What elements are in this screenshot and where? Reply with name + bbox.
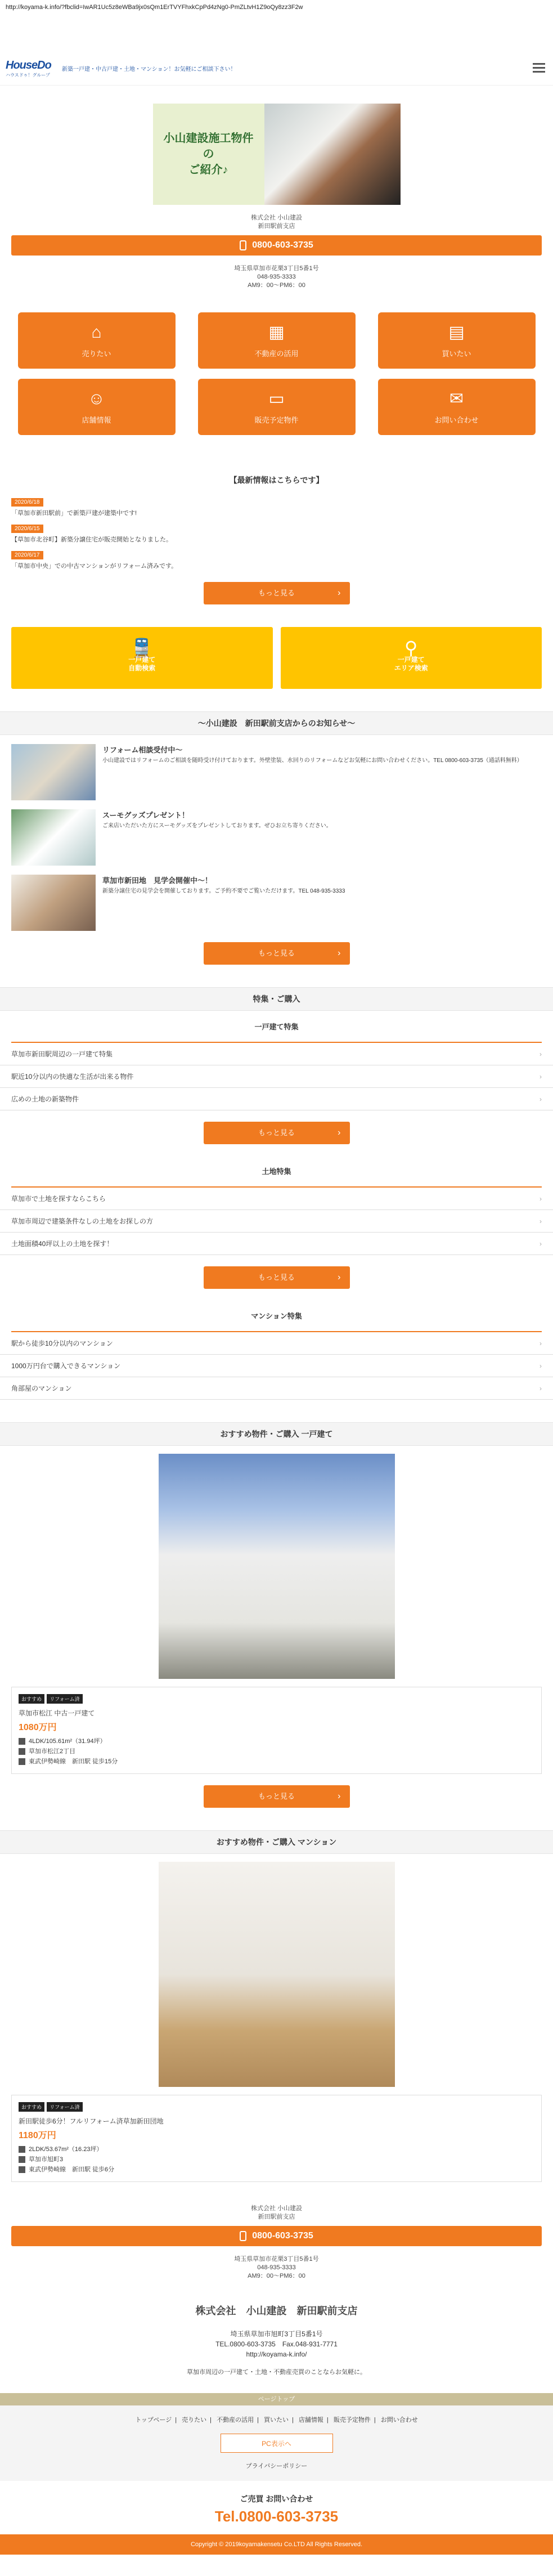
news-more-button[interactable]: もっと見る ›	[204, 582, 350, 604]
feature-link[interactable]: 駅から徒歩10分以内のマンション ›	[0, 1332, 553, 1355]
news-item[interactable]	[11, 550, 542, 571]
company-url[interactable]: http://koyama-k.info/	[246, 2350, 307, 2358]
store-info-bottom	[0, 2205, 553, 2221]
building-icon: ▦	[268, 323, 285, 342]
document-icon: ▤	[448, 323, 465, 342]
site-header	[0, 52, 553, 86]
contact-label: ご売買 お問い合わせ	[240, 2494, 313, 2503]
post-thumbnail	[11, 809, 96, 866]
feature-link[interactable]: 1000万円台で購入できるマンション ›	[0, 1355, 553, 1377]
news-date: 2020/6/17	[11, 551, 43, 559]
mail-icon: ✉	[449, 389, 464, 408]
header-tagline: 新築一戸建・中古戸建・土地・マンション！お気軽にご相談下さい！	[62, 66, 236, 73]
feature-link[interactable]: 草加市で土地を探すならこちら ›	[0, 1188, 553, 1210]
property-price: 1080万円	[19, 1723, 57, 1732]
post-thumbnail	[11, 744, 96, 800]
post-body: 小山建設ではリフォームのご相談を随時受け付けております。外壁塗装、水回りのリフォームなどお気軽にお問い合わせください。TEL 0800-603-3735（通話料無料）	[102, 758, 523, 764]
hero-banner[interactable]	[153, 104, 401, 205]
store-address: 埼玉県草加市花栗3丁目5番1号	[234, 265, 319, 272]
osusume-mansion-title: おすすめ物件・ご購入 マンション	[0, 1830, 553, 1854]
property-layout: 4LDK/105.61m²（31.94坪）	[29, 1738, 106, 1745]
hero-title: 小山建設施工物件の ご紹介♪	[153, 104, 264, 205]
footer-nav: トップページ | 売りたい | 不動産の活用 | 買いたい | 店舗情報 | 販売予定物件 | お問い合わせ PC表示へ プライバシーポリシー	[0, 2405, 553, 2481]
privacy-policy-link[interactable]: プライバシーポリシー	[245, 2463, 308, 2470]
property-price: 1180万円	[19, 2131, 56, 2140]
footer-link[interactable]: 販売予定物件	[333, 2417, 371, 2423]
menu-contact[interactable]: ✉ お問い合わせ	[378, 379, 536, 435]
property-name: 新田駅徒歩6分！フルリフォーム済草加新田団地	[19, 2117, 164, 2125]
news-text: 【草加市北谷町】新築分譲住宅が販売開始となりました。	[11, 536, 172, 543]
store-info-line1: 株式会社 小山建設	[250, 2205, 303, 2212]
news-title: 【最新情報はこちらです】	[229, 476, 324, 485]
main-menu	[0, 312, 553, 435]
pagetop-button[interactable]: ページトップ	[0, 2393, 553, 2405]
post-title: スーモグッズプレゼント！	[102, 811, 190, 819]
menu-buy[interactable]: ▤ 買いたい	[378, 312, 536, 369]
location-icon	[19, 2156, 25, 2163]
monitor-icon: ▭	[268, 389, 285, 408]
people-icon: ☺	[88, 389, 105, 408]
store-info-2	[0, 265, 553, 290]
news-list	[11, 497, 542, 571]
store-address: 埼玉県草加市花栗3丁目5番1号	[234, 2256, 319, 2263]
store-phone: 048-935-3333	[257, 274, 296, 280]
menu-sell[interactable]: ⌂ 売りたい	[18, 312, 176, 369]
company-note: 草加市周辺の一戸建て・土地・不動産売買のことならお気軽に。	[187, 2369, 366, 2376]
search-buttons	[11, 627, 542, 689]
layout-icon	[19, 1738, 25, 1745]
tel-number: 0800-603-3735	[252, 2231, 313, 2241]
train-icon	[19, 2166, 25, 2173]
auto-search-button[interactable]: 🚆 一戸建て 自動検索	[11, 627, 273, 689]
post-thumbnail	[11, 875, 96, 931]
property-layout: 2LDK/53.67m²（16.23坪）	[29, 2146, 103, 2153]
store-info-bottom-2	[0, 2255, 553, 2281]
property-access: 東武伊勢崎線 新田駅 徒歩15分	[29, 1758, 118, 1765]
feature-link[interactable]: 草加市周辺で建築条件なしの土地をお探しの方 ›	[0, 1210, 553, 1233]
phone-icon	[240, 2231, 246, 2241]
store-info-line2: 新田駅前支店	[258, 223, 295, 230]
news-item[interactable]	[11, 523, 542, 544]
mansion-feature-list	[0, 1332, 553, 1400]
company-block	[0, 2303, 553, 2376]
news-date: 2020/6/18	[11, 498, 43, 507]
train-icon	[19, 1758, 25, 1765]
footer-link[interactable]: 売りたい	[182, 2417, 207, 2423]
store-hours: AM9：00〜PM6：00	[248, 282, 305, 289]
copyright: Copyright © 2019koyamakensetu Co.LTD All Rights Reserved.	[0, 2534, 553, 2555]
tag: リフォーム済	[47, 1694, 83, 1704]
store-hours: AM9：00〜PM6：00	[248, 2273, 305, 2279]
location-icon	[19, 1748, 25, 1755]
feature-link[interactable]: 土地面積40坪以上の土地を探す！ ›	[0, 1233, 553, 1255]
logo-sub: ハウスドゥ！グループ	[6, 72, 50, 78]
land-feature-title: 土地特集	[11, 1155, 542, 1188]
post-body: 新築分譲住宅の見学会を開催しております。ご予約不要でご覧いただけます。TEL 048-935-3333	[102, 888, 345, 894]
house-icon: ⌂	[91, 322, 102, 342]
store-info-line1: 株式会社 小山建設	[250, 214, 303, 221]
phone-icon	[240, 240, 246, 250]
pc-view-button[interactable]: PC表示へ	[221, 2434, 333, 2453]
property-access: 東武伊勢崎線 新田駅 徒歩6分	[29, 2166, 115, 2173]
store-phone: 048-935-3333	[257, 2264, 296, 2271]
feature-link[interactable]: 広めの土地の新築物件 ›	[0, 1088, 553, 1110]
property-photo[interactable]	[159, 1862, 395, 2087]
feature-link[interactable]: 角部屋のマンション ›	[0, 1377, 553, 1400]
property-photo[interactable]	[159, 1454, 395, 1679]
tel-button-bottom[interactable]	[11, 2226, 542, 2246]
feature-link[interactable]: 草加市新田駅周辺の一戸建て特集 ›	[0, 1043, 553, 1065]
company-address: 埼玉県草加市旭町3丁目5番1号	[230, 2330, 323, 2338]
hero-photo	[264, 104, 401, 205]
menu-utilize[interactable]: ▦ 不動産の活用	[198, 312, 356, 369]
footer-link[interactable]: 不動産の活用	[217, 2417, 254, 2423]
train-icon: 🚆	[131, 637, 154, 658]
property-card[interactable]	[11, 1687, 542, 1774]
menu-store[interactable]: ☺ 店舗情報	[18, 379, 176, 435]
news-text: 「草加市中央」での中古マンションがリフォーム済みです。	[11, 563, 178, 570]
blog-more-button[interactable]: もっと見る ›	[204, 942, 350, 965]
tag: おすすめ	[19, 2102, 44, 2112]
news-date: 2020/6/15	[11, 525, 43, 533]
house-more-button[interactable]: もっと見る ›	[204, 1122, 350, 1144]
area-search-button[interactable]: ⚲ 一戸建て エリア検索	[281, 627, 542, 689]
post-body: ご来店いただいた方にスーモグッズをプレゼントしております。ぜひお立ち寄りください。	[102, 823, 332, 829]
footer-link[interactable]: 買いたい	[264, 2417, 289, 2423]
logo[interactable]	[6, 59, 56, 78]
menu-upcoming[interactable]: ▭ 販売予定物件	[198, 379, 356, 435]
map-pin-icon: ⚲	[404, 637, 418, 658]
blog-post[interactable]	[11, 809, 542, 866]
tag: おすすめ	[19, 1694, 44, 1704]
tel-number: 0800-603-3735	[252, 240, 313, 250]
land-more-button[interactable]: もっと見る ›	[204, 1266, 350, 1289]
layout-icon	[19, 2146, 25, 2153]
blog-title: 〜小山建設 新田駅前支店からのお知らせ〜	[0, 711, 553, 735]
footer-link[interactable]: トップページ	[135, 2417, 172, 2423]
land-feature-list	[0, 1188, 553, 1255]
store-info-line2: 新田駅前支店	[258, 2214, 295, 2220]
blog-post[interactable]	[11, 744, 542, 800]
house-prop-more-button[interactable]: もっと見る ›	[204, 1785, 350, 1808]
house-feature-title: 一戸建て特集	[11, 1011, 542, 1043]
mansion-feature-title: マンション特集	[11, 1300, 542, 1332]
footer-link[interactable]: 店舗情報	[298, 2417, 323, 2423]
url-bar: http://koyama-k.info/?fbclid=IwAR1Uc5z8eWBa9jx0sQm1ErTVYFhxkCpPd4zNg0-PmZLtvH1Z9oQy8zz3F2w	[0, 0, 553, 52]
property-location: 草加市松江2丁目	[29, 1748, 76, 1755]
osusume-house-title: おすすめ物件・ご購入 一戸建て	[0, 1422, 553, 1446]
company-tel: TEL.0800-603-3735 Fax.048-931-7771	[215, 2340, 338, 2348]
house-feature-list	[0, 1043, 553, 1110]
property-card[interactable]	[11, 2095, 542, 2182]
footer-tel[interactable]: Tel.0800-603-3735	[214, 2508, 339, 2525]
tel-button[interactable]	[11, 235, 542, 256]
logo-main: HouseDo	[6, 59, 51, 71]
store-info	[0, 214, 553, 231]
tag: リフォーム済	[47, 2102, 83, 2112]
property-location: 草加市旭町3	[29, 2156, 64, 2163]
hamburger-menu-icon[interactable]	[533, 63, 545, 75]
news-text: 「草加市新田駅前」で新築戸建が建築中です!	[11, 510, 137, 517]
footer-link[interactable]: お問い合わせ	[380, 2417, 418, 2423]
post-title: 草加市新田地 見学会開催中〜！	[102, 876, 213, 885]
post-title: リフォーム相談受付中〜	[102, 746, 183, 754]
blog-post[interactable]	[11, 875, 542, 931]
feature-link[interactable]: 駅近10分以内の快適な生活が出来る物件 ›	[0, 1065, 553, 1088]
news-item[interactable]	[11, 497, 542, 518]
property-name: 草加市松江 中古一戸建て	[19, 1709, 95, 1717]
tokushu-title: 特集・ご購入	[0, 987, 553, 1011]
company-name: 株式会社 小山建設 新田駅前支店	[195, 2305, 358, 2317]
